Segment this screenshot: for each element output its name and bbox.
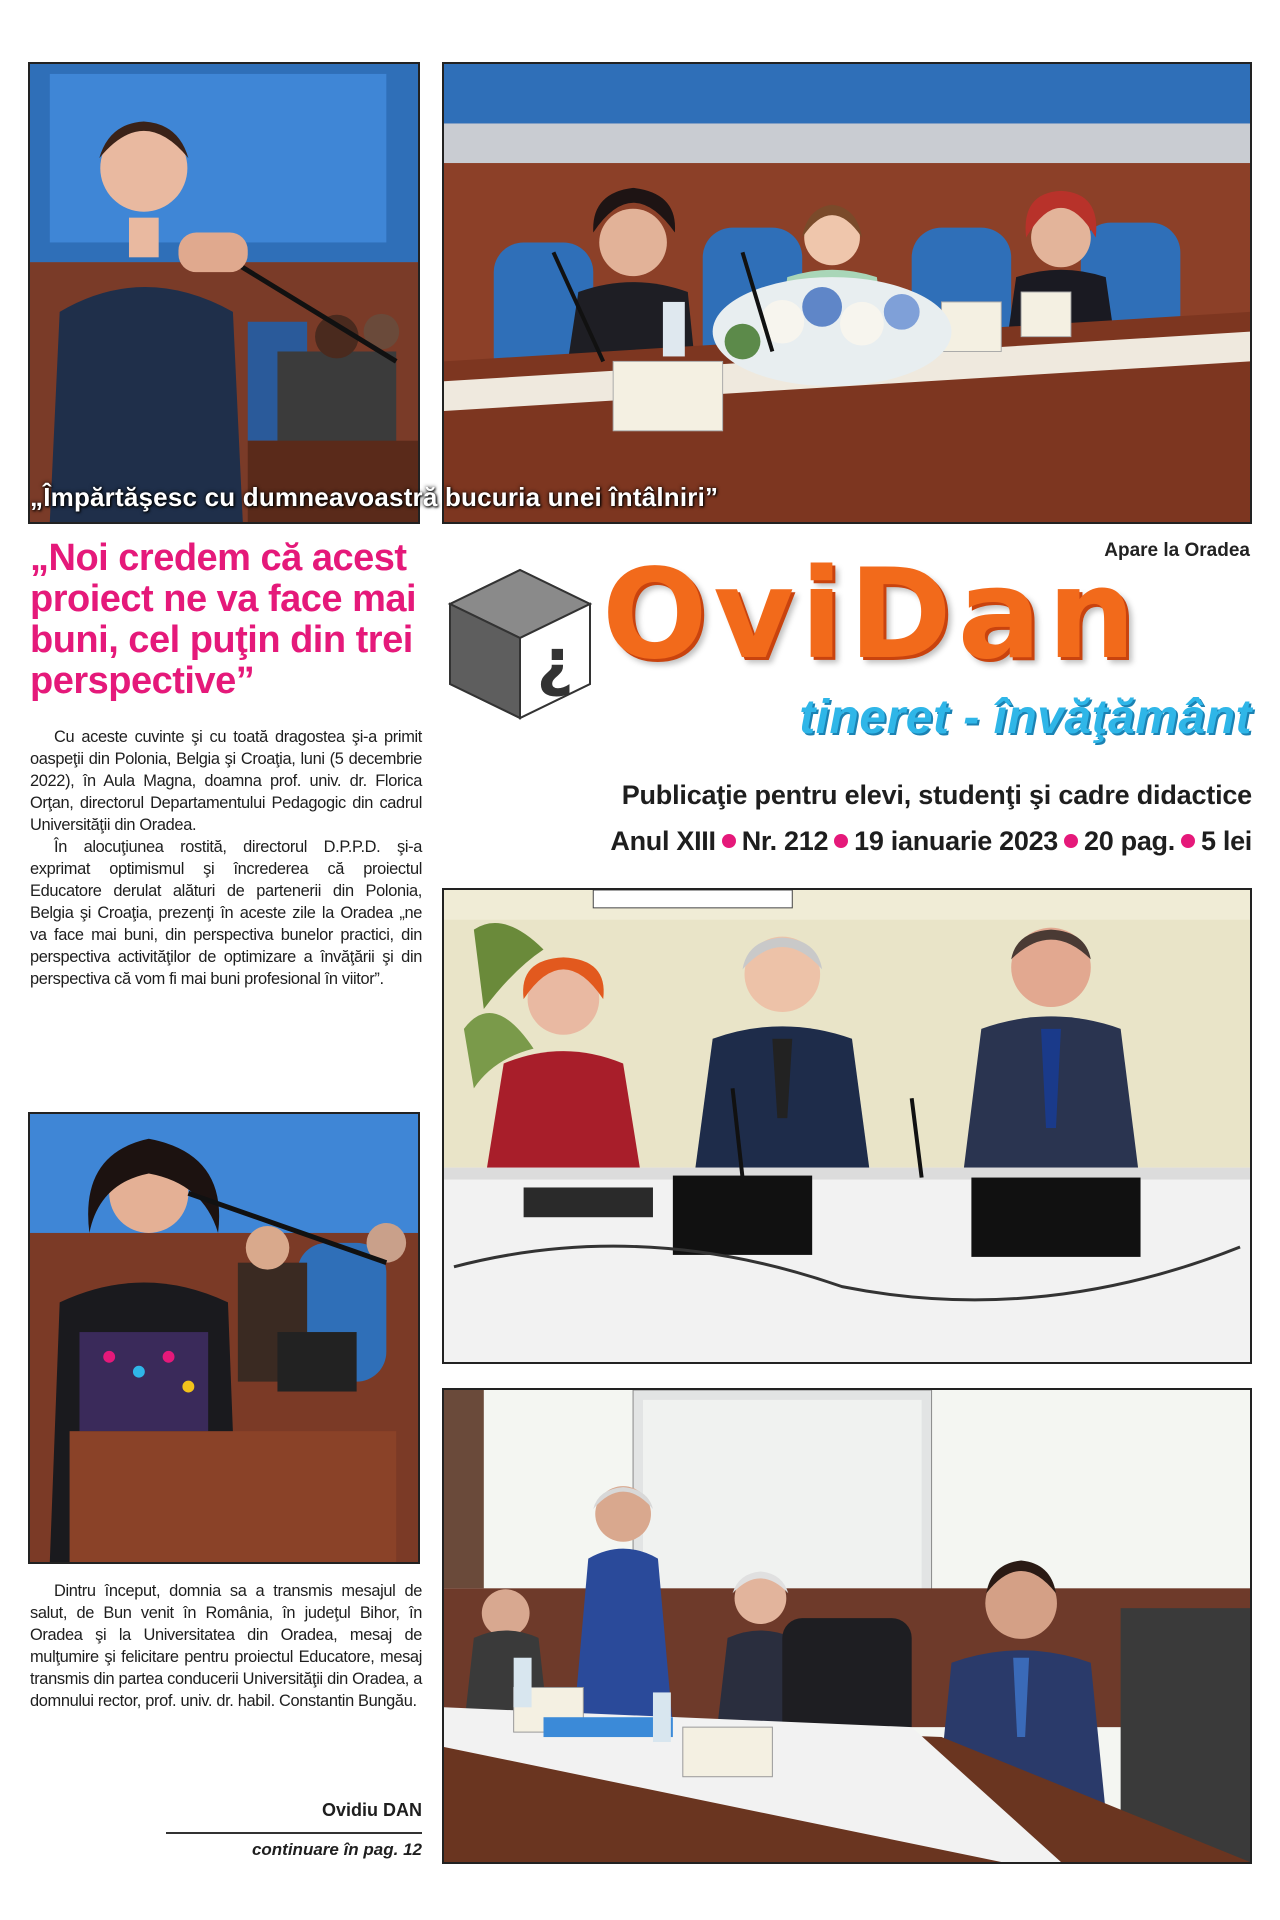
masthead-tagline: Publicaţie pentru elevi, studenţi şi cadre didactice xyxy=(621,780,1252,810)
article-paragraph: Cu aceste cuvinte şi cu toată dragostea şi-a primit oaspeţii din Polonia, Belgia şi Croaţia, luni (5 decembrie 2022), în Aula Magna, doamna prof. univ. dr. Florica Orţan, directorul Departamentului Pedagogic din cadrul Universităţii din Oradea. xyxy=(30,728,422,834)
article-paragraph: În alocuţiunea rostită, directorul D.P.P.D. şi-a exprimat optimismul şi încrederea că proiectul Educatore derulat alături de partenerii din Polonia, Belgia şi Croaţia, prezenţi în aceste zile la Oradea „ne va face mai buni, din perspectiva bunelor practici, din perspectiva activităţilor de optimizare a învăţării şi din perspectiva că vom fi mai buni profesional în viitor”. xyxy=(30,838,422,988)
photo-three-officials xyxy=(442,888,1252,1364)
masthead-subtitle: tineret - învăţământ xyxy=(799,691,1252,744)
issue-date: 19 ianuarie 2023 xyxy=(854,826,1059,856)
bullet-dot xyxy=(1064,834,1078,848)
masthead-title: OviDan xyxy=(602,543,1142,687)
photo-standing-speaker xyxy=(442,1388,1252,1864)
bullet-dot xyxy=(834,834,848,848)
author-byline: Ovidiu DAN xyxy=(321,1800,422,1820)
issue-year: Anul XIII xyxy=(610,826,716,856)
publication-location: Apare la Oradea xyxy=(1104,540,1250,561)
article-paragraph: Dintru început, domnia sa a transmis mesajul de salut, de Bun venit în România, în judeţul Bihor, în Oradea şi la Universitatea din Oradea, mesaj de mulţumire şi felicitare pentru proiectul Educatore, mesaj transmis din partea conducerii Universităţii din Oradea, a domnului rector, prof. univ. dr. habil. Constantin Bungău. xyxy=(30,1582,422,1710)
photo-speaker-at-microphone xyxy=(28,62,420,524)
divider xyxy=(166,1832,422,1834)
cube-logo-icon xyxy=(440,564,600,724)
article-body-part-2 xyxy=(30,1580,422,1712)
bullet-dot xyxy=(722,834,736,848)
bullet-dot xyxy=(1181,834,1195,848)
continuation-note: continuare în pag. 12 xyxy=(251,1840,422,1859)
issue-pages: 20 pag. xyxy=(1084,826,1175,856)
svg-text:¿: ¿ xyxy=(536,626,574,700)
issue-price: 5 lei xyxy=(1200,826,1252,856)
photo-caption: „Împărtăşesc cu dumneavoastră bucuria unei întâlniri” xyxy=(30,482,719,512)
issue-info xyxy=(440,826,1252,857)
issue-number: Nr. 212 xyxy=(741,826,829,856)
article-headline: „Noi credem că acest proiect ne va face mai buni, cel puţin din trei perspective” xyxy=(30,537,417,702)
photo-panel-table xyxy=(442,62,1252,524)
photo-speaker-at-lectern xyxy=(28,1112,420,1564)
article-body-part-1 xyxy=(30,726,422,990)
